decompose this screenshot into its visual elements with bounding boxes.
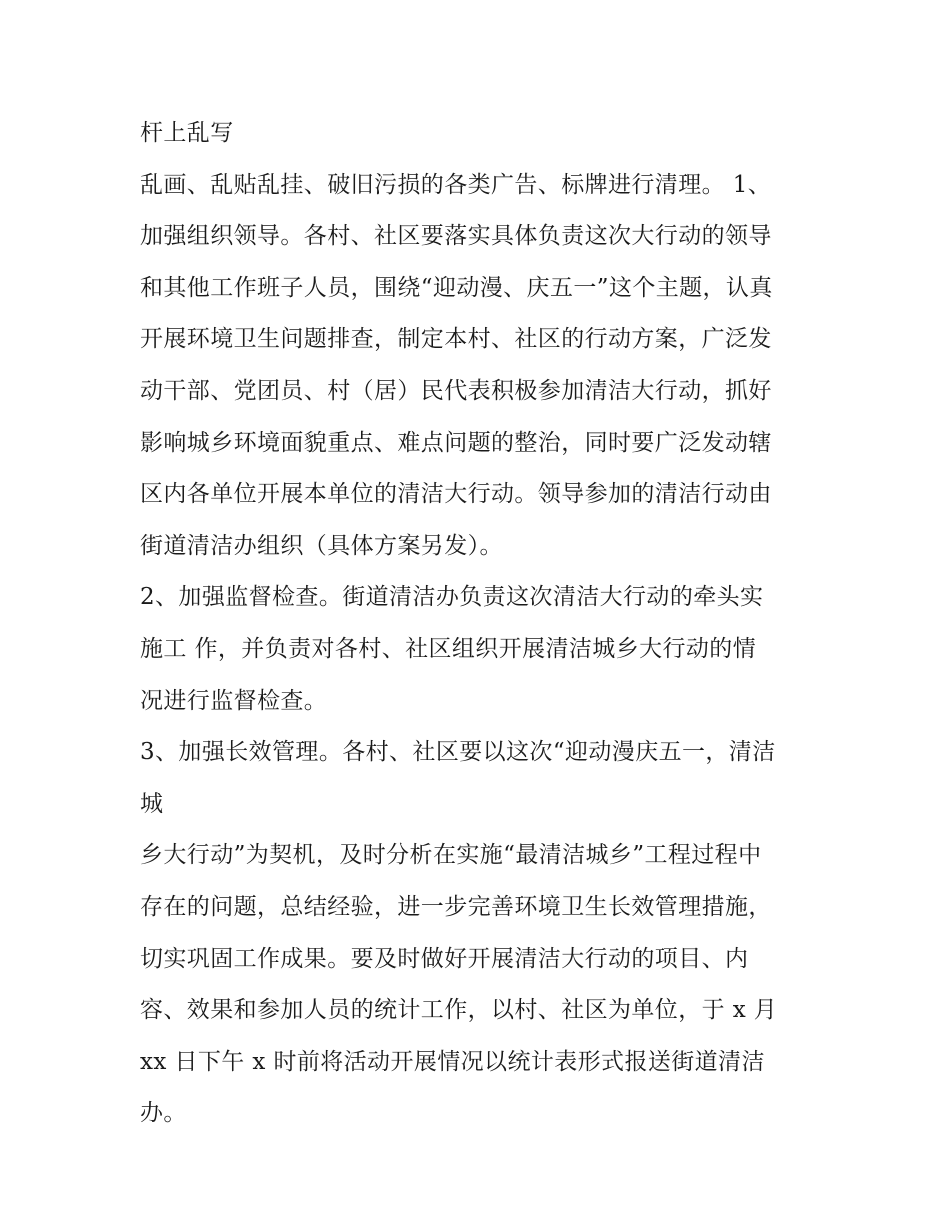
text-line: 影响城乡环境面貌重点、难点问题的整治，同时要广泛发动辖	[140, 429, 772, 456]
text-line: 杆上乱写	[140, 120, 234, 146]
text-line: 开展环境卫生问题排查，制定本村、社区的行动方案，广泛发	[140, 326, 772, 353]
text-line: 施工 作，并负责对各村、社区组织开展清洁城乡大行动的情	[140, 635, 757, 662]
text-line: 切实巩固工作成果。要及时做好开展清洁大行动的项目、内	[140, 945, 749, 972]
text-line: 容、效果和参加人员的统计工作，以村、社区为单位，于 x 月	[140, 997, 778, 1024]
text-line: 城	[140, 790, 164, 817]
text-line: 3、加强长效管理。各村、社区要以这次“迎动漫庆五一，清洁	[140, 739, 776, 766]
text-line: 动干部、党团员、村（居）民代表积极参加清洁大行动，抓好	[140, 377, 772, 404]
document-body	[140, 108, 820, 1140]
text-line: 况进行监督检查。	[140, 687, 328, 714]
text-line: 2、加强监督检查。街道清洁办负责这次清洁大行动的牵头实	[140, 584, 764, 611]
text-line: 和其他工作班子人员，围绕“迎动漫、庆五一”这个主题，认真	[140, 274, 773, 301]
text-line: 街道清洁办组织（具体方案另发）。	[140, 532, 503, 559]
text-line: 乡大行动”为契机，及时分析在实施“最清洁城乡”工程过程中	[140, 842, 762, 869]
text-line: 乱画、乱贴乱挂、破旧污损的各类广告、标牌进行清理。 1、	[140, 171, 772, 198]
text-line: 办。	[140, 1100, 187, 1127]
text-line: xx 日下午 x 时前将活动开展情况以统计表形式报送街道清洁	[140, 1048, 765, 1075]
text-line: 存在的问题，总结经验，进一步完善环境卫生长效管理措施，	[140, 893, 772, 920]
text-line: 区内各单位开展本单位的清洁大行动。领导参加的清洁行动由	[140, 481, 772, 508]
text-line: 加强组织领导。各村、社区要落实具体负责这次大行动的领导	[140, 223, 772, 250]
